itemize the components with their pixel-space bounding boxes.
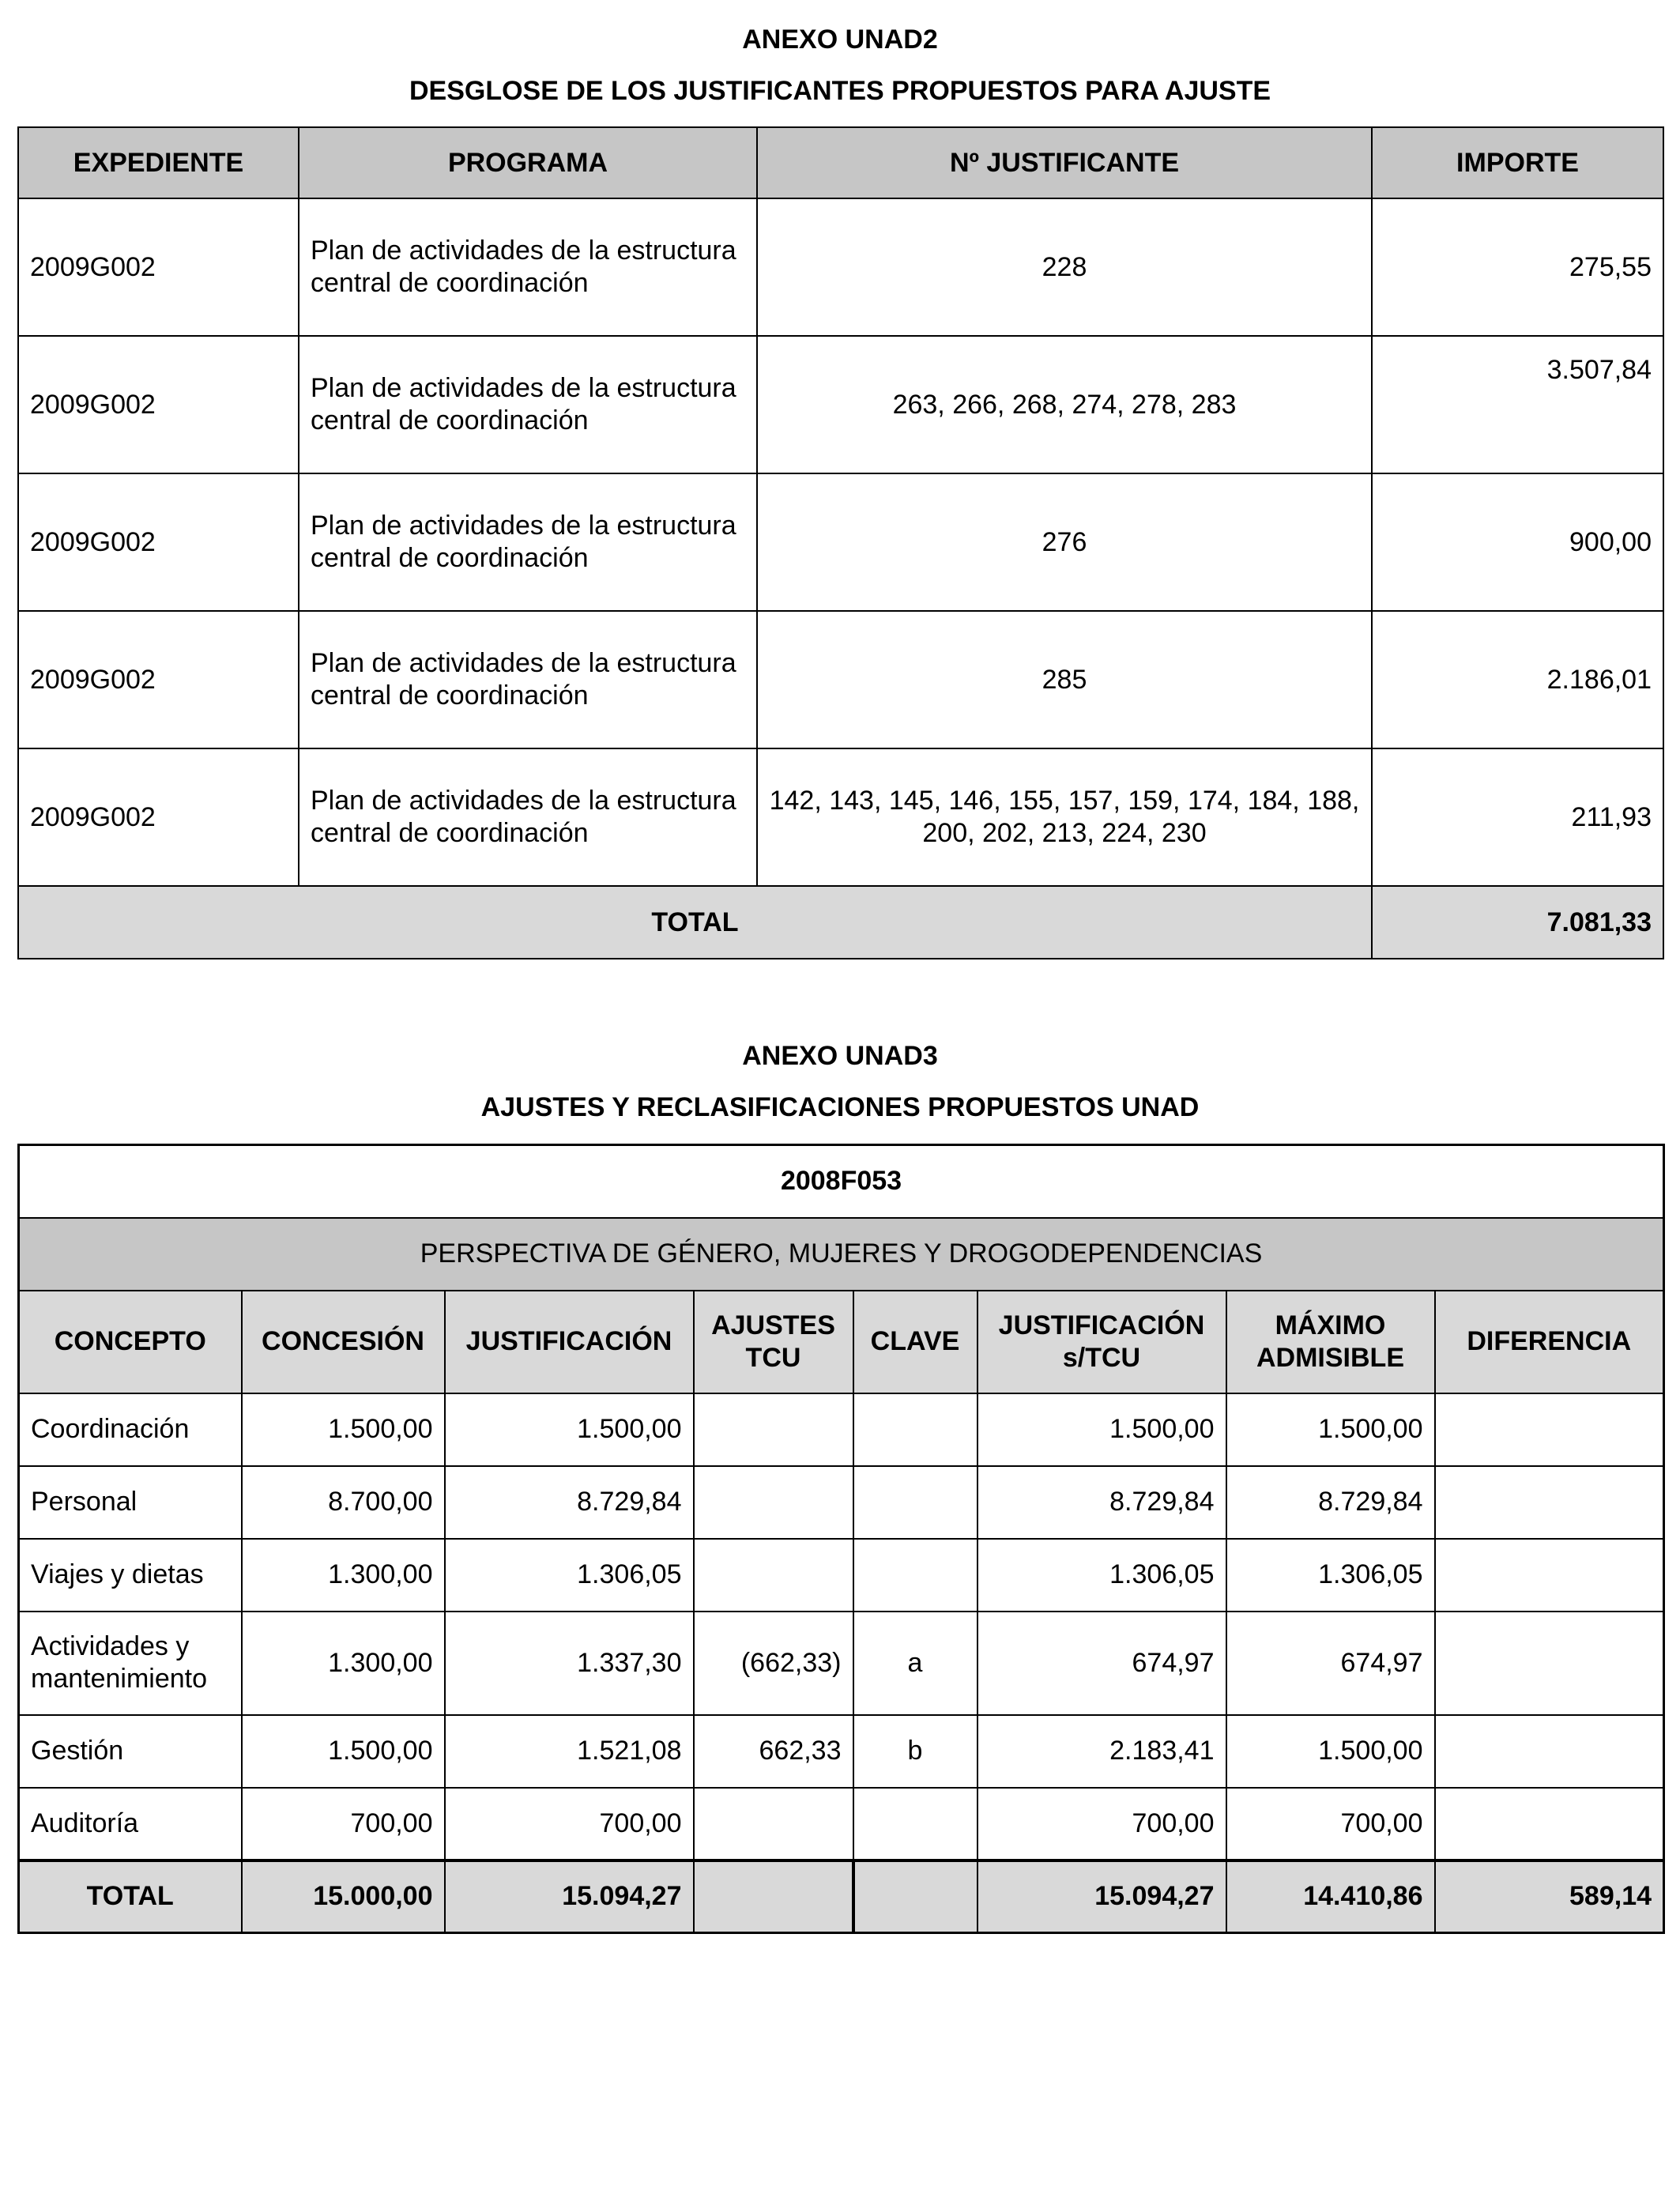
cell-justificacion: 700,00 — [445, 1788, 694, 1860]
cell-just-tcu: 700,00 — [977, 1788, 1226, 1860]
header-ajustes-line2: TCU — [745, 1342, 801, 1373]
total-label: TOTAL — [18, 886, 1372, 959]
cell-concepto: Coordinación — [19, 1393, 242, 1466]
cell-ajustes — [694, 1393, 853, 1466]
total-diferencia: 589,14 — [1435, 1860, 1664, 1933]
header-maximo-admisible — [1226, 1291, 1435, 1393]
cell-importe: 211,93 — [1372, 748, 1663, 886]
cell-ajustes — [694, 1788, 853, 1860]
header-justificacion: JUSTIFICACIÓN — [445, 1291, 694, 1393]
header-concesion: CONCESIÓN — [242, 1291, 445, 1393]
annex3-title: ANEXO UNAD3 — [742, 1041, 938, 1071]
cell-concepto: Gestión — [19, 1715, 242, 1788]
cell-programa: Plan de actividades de la estructura central de coordinación — [299, 611, 757, 748]
cell-diferencia — [1435, 1393, 1664, 1466]
cell-diferencia — [1435, 1612, 1664, 1715]
cell-just-tcu: 674,97 — [977, 1612, 1226, 1715]
cell-just-tcu: 1.306,05 — [977, 1539, 1226, 1612]
cell-expediente: 2009G002 — [18, 748, 299, 886]
cell-diferencia — [1435, 1715, 1664, 1788]
cell-maximo: 8.729,84 — [1226, 1466, 1435, 1539]
cell-justificante: 142, 143, 145, 146, 155, 157, 159, 174, 184, 188, 200, 202, 213, 224, 230 — [757, 748, 1372, 886]
table-row — [19, 1539, 1664, 1612]
cell-justificante: 276 — [757, 473, 1372, 611]
header-maximo-line1: MÁXIMO — [1275, 1310, 1386, 1340]
header-diferencia: DIFERENCIA — [1435, 1291, 1664, 1393]
cell-clave — [853, 1788, 977, 1860]
cell-clave — [853, 1393, 977, 1466]
annex2-subtitle: DESGLOSE DE LOS JUSTIFICANTES PROPUESTOS PARA AJUSTE — [409, 76, 1271, 106]
cell-clave: b — [853, 1715, 977, 1788]
total-ajustes — [694, 1860, 853, 1933]
table-row — [18, 473, 1663, 611]
header-justificacion-tcu — [977, 1291, 1226, 1393]
expediente-code: 2008F053 — [19, 1145, 1664, 1218]
cell-justificante: 263, 266, 268, 274, 278, 283 — [757, 336, 1372, 473]
cell-diferencia — [1435, 1539, 1664, 1612]
total-clave — [853, 1860, 977, 1933]
total-justificacion: 15.094,27 — [445, 1860, 694, 1933]
cell-programa: Plan de actividades de la estructura central de coordinación — [299, 748, 757, 886]
header-justificante: Nº JUSTIFICANTE — [757, 127, 1372, 198]
cell-clave — [853, 1466, 977, 1539]
total-just-tcu: 15.094,27 — [977, 1860, 1226, 1933]
cell-ajustes — [694, 1466, 853, 1539]
header-programa: PROGRAMA — [299, 127, 757, 198]
header-just-tcu-line2: s/TCU — [1062, 1342, 1141, 1373]
cell-concepto: Actividades y mantenimiento — [19, 1612, 242, 1715]
header-importe: IMPORTE — [1372, 127, 1663, 198]
cell-concesion: 700,00 — [242, 1788, 445, 1860]
cell-ajustes: 662,33 — [694, 1715, 853, 1788]
cell-programa: Plan de actividades de la estructura central de coordinación — [299, 198, 757, 336]
table-row — [18, 336, 1663, 473]
header-clave: CLAVE — [853, 1291, 977, 1393]
header-expediente: EXPEDIENTE — [18, 127, 299, 198]
cell-concepto: Auditoría — [19, 1788, 242, 1860]
cell-maximo: 1.306,05 — [1226, 1539, 1435, 1612]
cell-importe: 2.186,01 — [1372, 611, 1663, 748]
header-maximo-line2: ADMISIBLE — [1256, 1342, 1404, 1373]
annex3-total-row — [19, 1860, 1664, 1933]
cell-importe: 3.507,84 — [1372, 336, 1663, 473]
cell-diferencia — [1435, 1788, 1664, 1860]
cell-ajustes — [694, 1539, 853, 1612]
cell-concesion: 1.500,00 — [242, 1715, 445, 1788]
cell-maximo: 1.500,00 — [1226, 1715, 1435, 1788]
cell-just-tcu: 8.729,84 — [977, 1466, 1226, 1539]
annex2-header-row — [18, 127, 1663, 198]
cell-maximo: 700,00 — [1226, 1788, 1435, 1860]
cell-concesion: 1.300,00 — [242, 1612, 445, 1715]
cell-just-tcu: 1.500,00 — [977, 1393, 1226, 1466]
annex3-subtitle: AJUSTES Y RECLASIFICACIONES PROPUESTOS UNAD — [480, 1092, 1200, 1122]
cell-concesion: 1.300,00 — [242, 1539, 445, 1612]
cell-justificacion: 1.500,00 — [445, 1393, 694, 1466]
cell-expediente: 2009G002 — [18, 611, 299, 748]
cell-ajustes: (662,33) — [694, 1612, 853, 1715]
annex3-table — [17, 1144, 1665, 1934]
table-row — [19, 1788, 1664, 1860]
header-just-tcu-line1: JUSTIFICACIÓN — [998, 1310, 1205, 1340]
program-name: PERSPECTIVA DE GÉNERO, MUJERES Y DROGODEPENDENCIAS — [19, 1218, 1664, 1291]
total-maximo: 14.410,86 — [1226, 1860, 1435, 1933]
cell-justificante: 228 — [757, 198, 1372, 336]
cell-justificacion: 1.306,05 — [445, 1539, 694, 1612]
total-concesion: 15.000,00 — [242, 1860, 445, 1933]
cell-justificacion: 8.729,84 — [445, 1466, 694, 1539]
cell-programa: Plan de actividades de la estructura central de coordinación — [299, 473, 757, 611]
cell-clave: a — [853, 1612, 977, 1715]
annex2-total-row — [18, 886, 1663, 959]
table-row — [19, 1612, 1664, 1715]
program-row — [19, 1218, 1664, 1291]
cell-clave — [853, 1539, 977, 1612]
cell-expediente: 2009G002 — [18, 336, 299, 473]
cell-justificante: 285 — [757, 611, 1372, 748]
cell-just-tcu: 2.183,41 — [977, 1715, 1226, 1788]
header-ajustes-line1: AJUSTES — [711, 1310, 835, 1340]
annex2-title: ANEXO UNAD2 — [742, 25, 938, 55]
cell-justificacion: 1.521,08 — [445, 1715, 694, 1788]
total-concepto: TOTAL — [19, 1860, 242, 1933]
annex2-table — [17, 126, 1664, 959]
table-row — [19, 1715, 1664, 1788]
cell-concesion: 8.700,00 — [242, 1466, 445, 1539]
cell-concepto: Personal — [19, 1466, 242, 1539]
cell-expediente: 2009G002 — [18, 198, 299, 336]
cell-justificacion: 1.337,30 — [445, 1612, 694, 1715]
table-row — [18, 748, 1663, 886]
total-value: 7.081,33 — [1372, 886, 1663, 959]
cell-importe: 275,55 — [1372, 198, 1663, 336]
cell-concesion: 1.500,00 — [242, 1393, 445, 1466]
cell-importe: 900,00 — [1372, 473, 1663, 611]
annex3-header-row — [19, 1291, 1664, 1393]
table-row — [19, 1393, 1664, 1466]
cell-maximo: 674,97 — [1226, 1612, 1435, 1715]
cell-maximo: 1.500,00 — [1226, 1393, 1435, 1466]
table-row — [18, 198, 1663, 336]
header-concepto: CONCEPTO — [19, 1291, 242, 1393]
cell-concepto: Viajes y dietas — [19, 1539, 242, 1612]
cell-programa: Plan de actividades de la estructura central de coordinación — [299, 336, 757, 473]
cell-diferencia — [1435, 1466, 1664, 1539]
code-row — [19, 1145, 1664, 1218]
table-row — [19, 1466, 1664, 1539]
header-ajustes-tcu — [694, 1291, 853, 1393]
cell-expediente: 2009G002 — [18, 473, 299, 611]
table-row — [18, 611, 1663, 748]
